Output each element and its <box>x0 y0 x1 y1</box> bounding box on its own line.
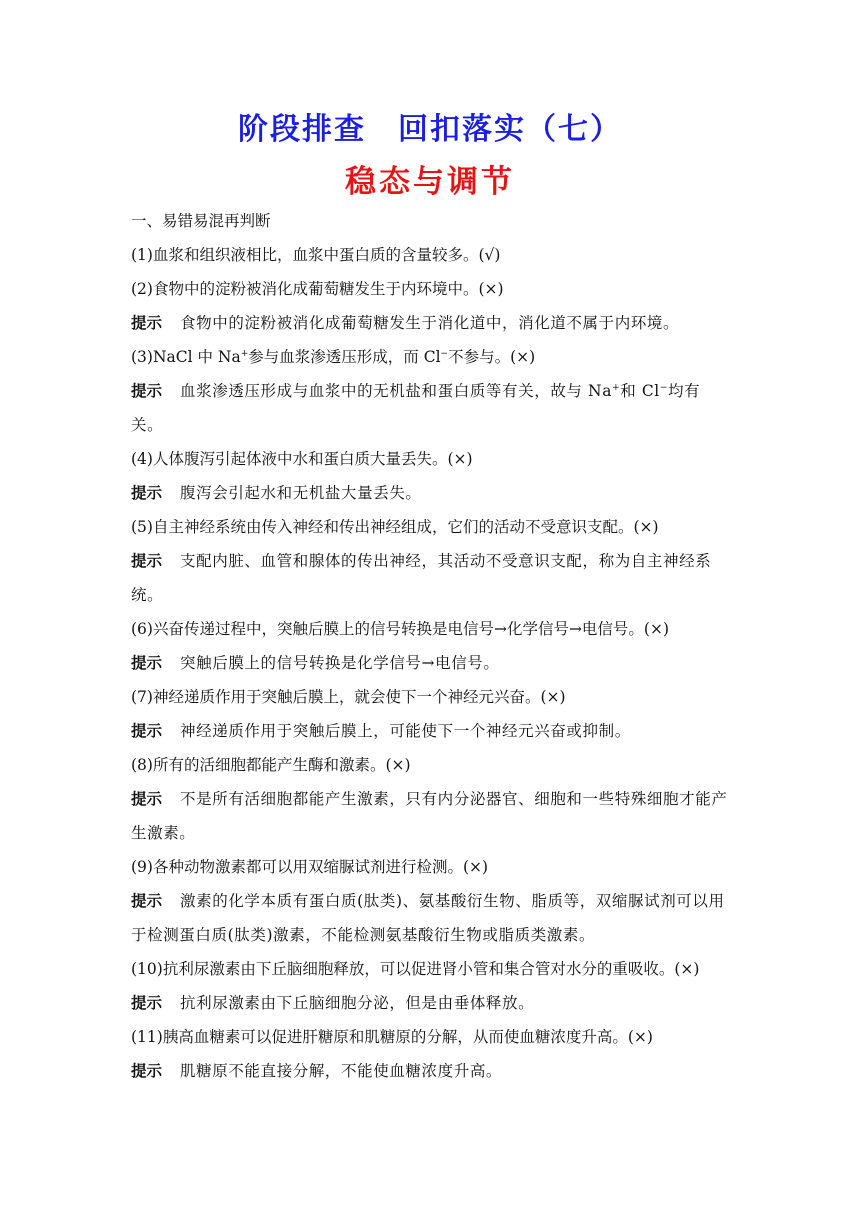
hint-paragraph <box>131 374 731 442</box>
question-text: (11)胰高血糖素可以促进肝糖原和肌糖原的分解，从而使血糖浓度升高。(×) <box>131 1028 653 1046</box>
hint-text: 抗利尿激素由下丘脑细胞分泌，但是由垂体释放。 <box>180 994 535 1012</box>
hint-text: 支配内脏、血管和腺体的传出神经，其活动不受意识支配，称为自主神经系统。 <box>131 552 712 604</box>
question-text: (7)神经递质作用于突触后膜上，就会使下一个神经元兴奋。(×) <box>131 688 566 706</box>
superscript-charge: − <box>659 383 669 393</box>
hint-paragraph <box>131 476 731 510</box>
question-text: (4)人体腹泻引起体液中水和蛋白质大量丢失。(×) <box>131 450 473 468</box>
hint-text: 神经递质作用于突触后膜上，可能使下一个神经元兴奋或抑制。 <box>180 722 631 740</box>
question-text: (9)各种动物激素都可以用双缩脲试剂进行检测。(×) <box>131 858 489 876</box>
hint-text: 腹泻会引起水和无机盐大量丢失。 <box>180 484 422 502</box>
hint-label: 提示 <box>131 552 163 570</box>
question-item-1 <box>131 238 731 272</box>
document-body <box>131 204 731 1088</box>
hint-paragraph <box>131 1054 731 1088</box>
hint-paragraph <box>131 646 731 680</box>
question-item-8 <box>131 748 731 850</box>
question-text: (6)兴奋传递过程中，突触后膜上的信号转换是电信号→化学信号→电信号。(×) <box>131 620 670 638</box>
superscript-charge: + <box>240 349 249 359</box>
hint-label: 提示 <box>131 994 163 1012</box>
hint-label: 提示 <box>131 382 163 400</box>
hint-paragraph <box>131 986 731 1020</box>
hint-label: 提示 <box>131 654 163 672</box>
question-text: (2)食物中的淀粉被消化成葡萄糖发生于内环境中。(×) <box>131 280 504 298</box>
question-item-7 <box>131 680 731 748</box>
hint-paragraph <box>131 306 731 340</box>
hint-text: 食物中的淀粉被消化成葡萄糖发生于消化道中，消化道不属于内环境。 <box>180 314 680 332</box>
hint-paragraph <box>131 782 731 850</box>
hint-paragraph <box>131 884 731 952</box>
page-subtitle: 稳态与调节 <box>345 164 515 200</box>
question-item-5 <box>131 510 731 612</box>
question-text <box>131 340 731 374</box>
hint-paragraph <box>131 714 731 748</box>
hint-label: 提示 <box>131 484 163 502</box>
superscript-charge: − <box>440 349 449 359</box>
hint-text-part: 和 Cl <box>620 382 660 400</box>
hint-text-part: 均有关。 <box>131 382 701 434</box>
question-text: (10)抗利尿激素由下丘脑细胞释放，可以促进肾小管和集合管对水分的重吸收。(×) <box>131 960 700 978</box>
hint-text-part: 血浆渗透压形成与血浆中的无机盐和蛋白质等有关，故与 Na <box>180 382 613 400</box>
question-item-4 <box>131 442 731 510</box>
question-text-part: 不参与。(×) <box>448 348 536 366</box>
hint-label: 提示 <box>131 790 163 808</box>
page-title: 阶段排查 回扣落实（七） <box>238 112 622 147</box>
question-text: (8)所有的活细胞都能产生酶和激素。(×) <box>131 756 411 774</box>
hint-text: 激素的化学本质有蛋白质(肽类)、氨基酸衍生物、脂质等，双缩脲试剂可以用于检测蛋白质(肽类)激素，不能检测氨基酸衍生物或脂质类激素。 <box>131 892 725 944</box>
hint-text: 不是所有活细胞都能产生激素，只有内分泌器官、细胞和一些特殊细胞才能产生激素。 <box>131 790 728 842</box>
question-item-2 <box>131 272 731 340</box>
section-heading: 一、易错易混再判断 <box>131 212 271 230</box>
hint-label: 提示 <box>131 892 163 910</box>
hint-paragraph <box>131 544 731 612</box>
hint-text: 突触后膜上的信号转换是化学信号→电信号。 <box>180 654 500 672</box>
hint-label: 提示 <box>131 314 163 332</box>
question-text: (5)自主神经系统由传入神经和传出神经组成，它们的活动不受意识支配。(×) <box>131 518 659 536</box>
hint-text: 肌糖原不能直接分解，不能使血糖浓度升高。 <box>180 1062 503 1080</box>
hint-label: 提示 <box>131 1062 163 1080</box>
hint-label: 提示 <box>131 722 163 740</box>
question-text: (1)血浆和组织液相比，血浆中蛋白质的含量较多。(√) <box>131 246 501 264</box>
question-item-11 <box>131 1020 731 1088</box>
question-item-10 <box>131 952 731 1020</box>
question-item-3 <box>131 340 731 442</box>
question-item-6 <box>131 612 731 680</box>
question-item-9 <box>131 850 731 952</box>
superscript-charge: + <box>612 383 621 393</box>
question-text-part: (3)NaCl 中 Na <box>131 348 241 366</box>
question-text-part: 参与血浆渗透压形成，而 Cl <box>248 348 441 366</box>
